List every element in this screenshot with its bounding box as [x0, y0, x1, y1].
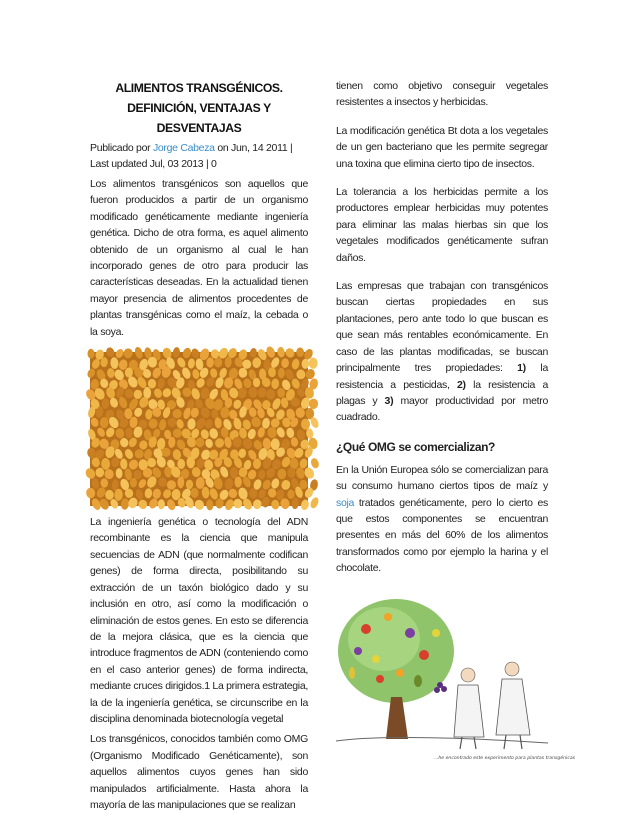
- paragraph-eu: [336, 462, 548, 577]
- paragraph-objective: tienen como objetivo conseguir vegetales resistentes a insectos y herbicidas.: [336, 80, 548, 109]
- number-3: 3): [384, 394, 394, 407]
- article-title: [90, 78, 308, 138]
- title-line-3: DESVENTAJAS: [156, 121, 242, 135]
- number-1: 1): [517, 362, 526, 375]
- soja-link[interactable]: soja: [336, 496, 355, 509]
- left-column: [90, 78, 308, 813]
- number-2: 2): [457, 378, 466, 391]
- paragraph-omg: Los transgénicos, conocidos también como OMG (Organismo Modificado Genéticamente), son aquellos alimentos cuyos genes han sido manipulados artificialmente. Hasta ahora la mayoría de las manipulaciones que se realizan: [90, 733, 308, 811]
- published-prefix: Publicado por: [90, 142, 153, 154]
- post-meta: [90, 140, 308, 172]
- title-line-1: ALIMENTOS TRANSGÉNICOS.: [115, 81, 283, 95]
- companies-text-b: la resistencia a pesticidas,: [336, 362, 548, 391]
- grain-image: [90, 352, 308, 506]
- author-link[interactable]: Jorge Cabeza: [152, 142, 215, 154]
- eu-text-b: tratados genéticamente, pero lo cierto es que estos componentes se encuentran presentes en más del 60% de los alimentos transformados como por ejemplo la harina y el chocolate.: [336, 496, 548, 575]
- published-date: on Jun, 14 2011 |: [214, 142, 293, 154]
- title-line-2: DEFINICIÓN, VENTAJAS Y: [127, 101, 271, 115]
- cartoon-caption: ...he encontrado este experimento para plantas transgénicas: [434, 755, 576, 761]
- right-column: [336, 78, 576, 765]
- eu-text-a: En la Unión Europea sólo se comercializan para su consumo humano ciertos tipos de maíz y: [336, 463, 548, 493]
- updated-date: Last updated Jul, 03 2013 | 0: [90, 158, 217, 170]
- transgenic-tree-cartoon: [336, 589, 576, 765]
- paragraph-intro: Los alimentos transgénicos son aquellos que fueron producidos a partir de un organismo modificado genéticamente mediante ingeniería genética. Dicho de otra forma, es aquel alimento obtenido de un organismo al cual le han incorporado genes de otro para producir las características deseadas. En la actualidad tienen mayor presencia de alimentos procedentes de plantas transgénicas como el maíz, la cebada o la soya.: [90, 178, 308, 338]
- paragraph-herbicides: La tolerancia a los herbicidas permite a los productores emplear herbicidas muy potentes para eliminar las malas hierbas sin que los vegetales modificados genéticamente sufran daños.: [336, 186, 548, 264]
- section-heading: ¿Qué OMG se comercializan?: [336, 439, 495, 454]
- paragraph-bt: La modificación genética Bt dota a los vegetales de un gen bacteriano que les permite segregar una toxina que elimina cierto tipo de insectos.: [336, 124, 548, 170]
- companies-text-a: Las empresas que trabajan con transgénicos buscan ciertas propiedades en sus plantaciones, pero ante todo lo que buscan es que sean más rentables económicamente. En caso de las plantas modificadas, se buscan principalmente tres propiedades:: [336, 280, 548, 375]
- companies-text-d: mayor productividad por metro cuadrado.: [336, 394, 548, 424]
- paragraph-genetic-engineering: La ingeniería genética o tecnología del ADN recombinante es la ciencia que manipula secuencias de ADN (que normalmente codifican genes) de forma directa, posibilitando su extracción de un taxón biológico dado y su inclusión en otro, así como la modificación o eliminación de estos genes. En esto se diferencia de la mejora clásica, que es la ciencia que introduce fragmentos de ADN (conteniendo como en el caso anterior genes) de forma indirecta, mediante cruces dirigidos.1 La primera estrategia, la de la ingeniería genética, se circunscribe en la disciplina denominada biotecnología vegetal: [90, 516, 308, 725]
- companies-text-c: la resistencia a plagas y: [336, 378, 549, 407]
- paragraph-companies: [336, 278, 548, 426]
